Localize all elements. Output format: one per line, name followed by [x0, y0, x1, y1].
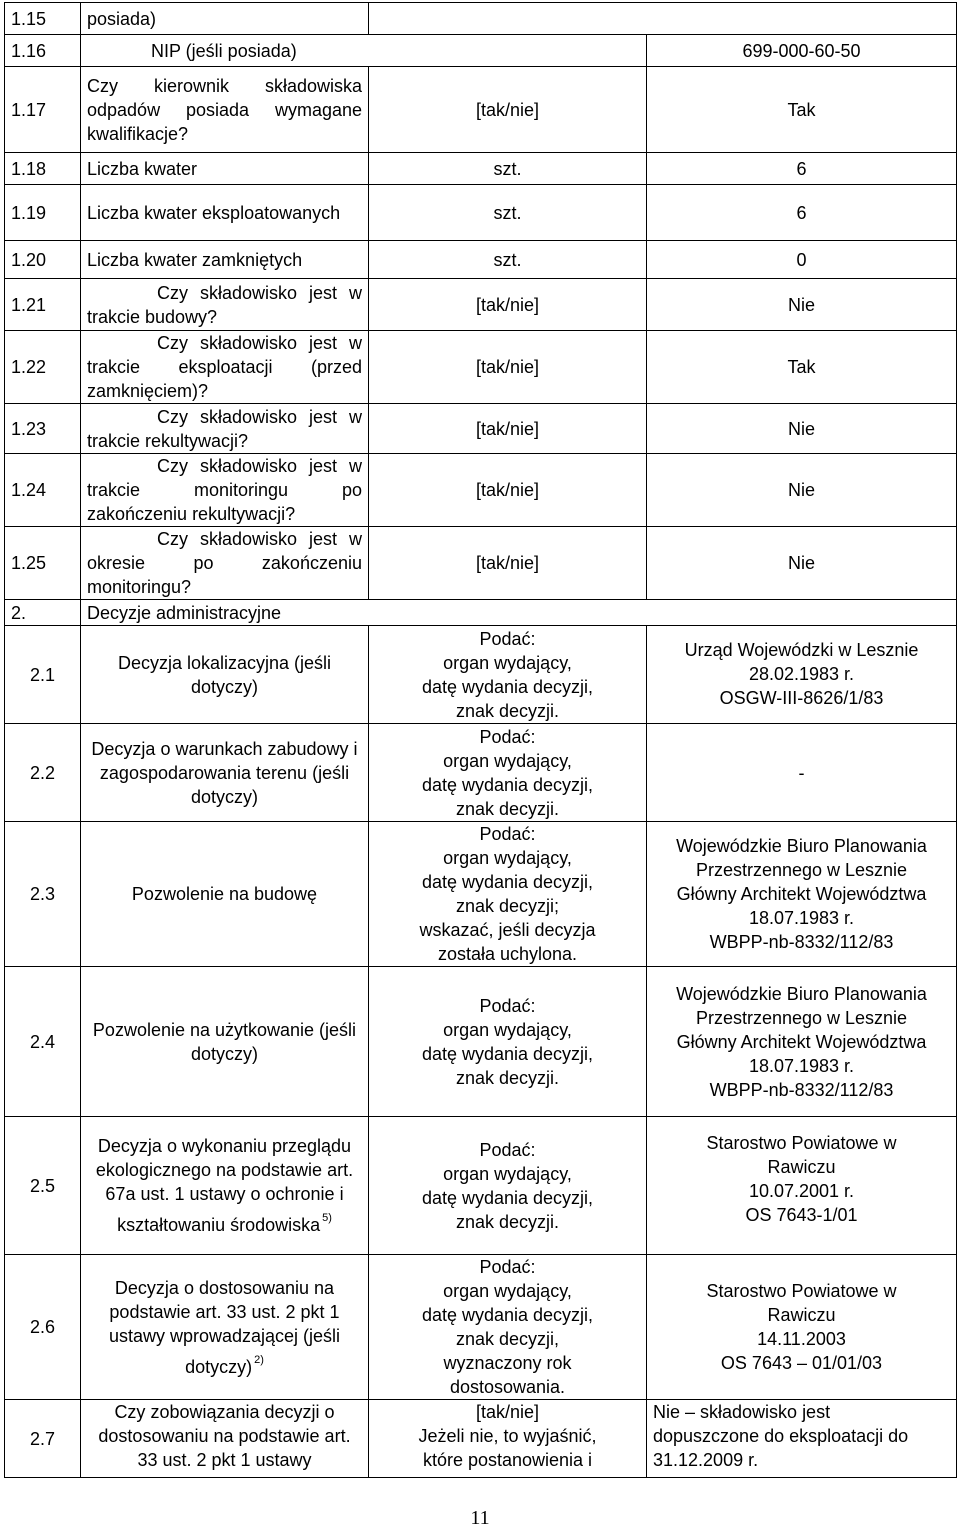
table-row	[5, 67, 957, 153]
instruction-line: organ wydający,	[443, 652, 572, 673]
table-row	[5, 626, 957, 724]
table-row	[5, 3, 957, 35]
section-header-row	[5, 600, 957, 626]
row-unit: [tak/nie]	[369, 404, 647, 454]
answer-line: -	[798, 762, 805, 783]
answer-line: Przestrzennego w Lesznie	[695, 860, 908, 880]
instruction-line: datę wydania decyzji,	[421, 1305, 594, 1325]
row-number: 1.24	[5, 454, 81, 527]
instruction-line: dostosowania.	[449, 1377, 566, 1397]
answer-line: Rawiczu	[767, 1305, 836, 1325]
row-instruction	[369, 1255, 647, 1400]
section-title: Decyzje administracyjne	[81, 600, 957, 626]
instruction-line: datę wydania decyzji,	[421, 774, 594, 795]
answer-line: OS 7643-1/01	[745, 1205, 858, 1225]
row-instruction	[369, 626, 647, 724]
instruction-line: znak decyzji;	[455, 896, 560, 916]
row-question: NIP (jeśli posiada)	[81, 35, 647, 67]
table-row	[5, 724, 957, 822]
answer-line: 14.11.2003	[757, 1329, 846, 1349]
row-number: 1.20	[5, 241, 81, 279]
row-unit: szt.	[369, 185, 647, 241]
row-unit: [tak/nie]	[369, 279, 647, 331]
row-number: 2.5	[5, 1117, 81, 1255]
row-number: 1.19	[5, 185, 81, 241]
answer-line: Wojewódzkie Biuro Planowania	[676, 983, 927, 1004]
row-answer	[647, 1117, 957, 1255]
table-row	[5, 331, 957, 404]
row-question: Czy składowisko jest w trakcie budowy?	[81, 279, 369, 331]
row-answer: Nie	[647, 454, 957, 527]
answer-line: Starostwo Powiatowe w	[706, 1281, 897, 1301]
answer-line: Rawiczu	[767, 1157, 836, 1177]
row-number: 1.17	[5, 67, 81, 153]
answer-line: Starostwo Powiatowe w	[706, 1133, 897, 1153]
document-table	[4, 2, 957, 1478]
row-decision: Czy zobowiązania decyzji o dostosowaniu na podstawie art. 33 ust. 2 pkt 1 ustawy	[81, 1400, 369, 1478]
row-question: Liczba kwater	[81, 153, 369, 185]
answer-line: OSGW-III-8626/1/83	[719, 688, 884, 708]
row-number: 1.22	[5, 331, 81, 404]
table-row	[5, 241, 957, 279]
row-unit: [tak/nie]	[369, 67, 647, 153]
row-question: Czy składowisko jest w okresie po zakończeniu monitoringu?	[81, 527, 369, 600]
instruction-line: organ wydający,	[443, 1281, 572, 1301]
table-row	[5, 1400, 957, 1478]
row-decision: Decyzja o warunkach zabudowy i zagospodarowania terenu (jeśli dotyczy)	[81, 724, 369, 822]
footnote-marker: 2)	[254, 1353, 264, 1366]
instruction-line: które postanowienia i	[422, 1450, 593, 1470]
instruction-line: organ wydający,	[443, 1163, 572, 1184]
answer-line: WBPP-nb-8332/112/83	[709, 1079, 894, 1100]
row-answer	[647, 626, 957, 724]
table-row	[5, 822, 957, 967]
answer-line: Wojewódzkie Biuro Planowania	[676, 836, 927, 856]
instruction-line: wyznaczony rok	[443, 1353, 572, 1373]
decision-text: Decyzja o dostosowaniu na podstawie art. 33 ust. 2 pkt 1 ustawy wprowadzającej (jeśli dotyczy)	[108, 1277, 341, 1377]
table-row	[5, 1117, 957, 1255]
row-decision	[81, 1255, 369, 1400]
table-row	[5, 35, 957, 67]
instruction-line: Podać:	[479, 1257, 536, 1277]
row-answer: 0	[647, 241, 957, 279]
instruction-line: datę wydania decyzji,	[421, 872, 594, 892]
table-row	[5, 185, 957, 241]
instruction-line: Podać:	[479, 1139, 536, 1160]
row-question: Czy składowisko jest w trakcie monitoringu po zakończeniu rekultywacji?	[81, 454, 369, 527]
row-number: 2.7	[5, 1400, 81, 1478]
row-question: posiada)	[81, 3, 369, 35]
instruction-line: Podać:	[479, 726, 536, 747]
instruction-line: znak decyzji.	[455, 1067, 560, 1088]
instruction-line: datę wydania decyzji,	[421, 1187, 594, 1208]
row-question: Czy składowisko jest w trakcie eksploatacji (przed zamknięciem)?	[81, 331, 369, 404]
row-answer	[647, 1255, 957, 1400]
row-question: Liczba kwater eksploatowanych	[81, 185, 369, 241]
page-number: 11	[470, 1507, 490, 1529]
row-instruction	[369, 1400, 647, 1478]
row-answer	[647, 822, 957, 967]
table-row	[5, 404, 957, 454]
row-number: 2.2	[5, 724, 81, 822]
row-instruction	[369, 724, 647, 822]
answer-line: Urząd Wojewódzki w Lesznie	[684, 640, 919, 660]
instruction-line: znak decyzji.	[455, 798, 560, 819]
row-unit: [tak/nie]	[369, 454, 647, 527]
row-answer: Nie	[647, 279, 957, 331]
row-unit: szt.	[369, 241, 647, 279]
instruction-line: datę wydania decyzji,	[421, 676, 594, 697]
instruction-line: znak decyzji.	[455, 700, 560, 721]
row-number: 1.15	[5, 3, 81, 35]
row-number: 1.21	[5, 279, 81, 331]
instruction-line: organ wydający,	[443, 1019, 572, 1040]
row-answer: Nie	[647, 527, 957, 600]
table-row	[5, 279, 957, 331]
answer-line: Główny Architekt Województwa	[676, 1031, 927, 1052]
row-number: 1.25	[5, 527, 81, 600]
row-answer: 6	[647, 185, 957, 241]
instruction-line: znak decyzji.	[455, 1211, 560, 1232]
answer-line: 28.02.1983 r.	[748, 664, 855, 684]
row-answer	[647, 724, 957, 822]
row-decision	[81, 1117, 369, 1255]
row-number: 1.18	[5, 153, 81, 185]
instruction-line: Podać:	[479, 628, 536, 649]
answer-line: 31.12.2009 r.	[653, 1450, 759, 1470]
instruction-line: wskazać, jeśli decyzja	[419, 920, 596, 940]
row-unit: szt.	[369, 153, 647, 185]
answer-line: dopuszczone do eksploatacji do	[653, 1426, 909, 1446]
instruction-line: organ wydający,	[443, 848, 572, 868]
row-decision: Pozwolenie na budowę	[81, 822, 369, 967]
row-number: 2.1	[5, 626, 81, 724]
answer-line: 10.07.2001 r.	[748, 1181, 855, 1201]
answer-line: WBPP-nb-8332/112/83	[709, 932, 894, 952]
table-row	[5, 527, 957, 600]
row-answer: Tak	[647, 67, 957, 153]
answer-line: OS 7643 – 01/01/03	[720, 1353, 883, 1373]
row-instruction	[369, 822, 647, 967]
row-instruction	[369, 1117, 647, 1255]
answer-line: 18.07.1983 r.	[748, 908, 855, 928]
instruction-line: [tak/nie]	[475, 1402, 540, 1422]
row-blank	[369, 3, 957, 35]
section-number: 2.	[5, 600, 81, 626]
row-number: 1.16	[5, 35, 81, 67]
row-answer: Nie	[647, 404, 957, 454]
instruction-line: organ wydający,	[443, 750, 572, 771]
row-number: 2.6	[5, 1255, 81, 1400]
row-question: Czy składowisko jest w trakcie rekultywacji?	[81, 404, 369, 454]
table-row	[5, 454, 957, 527]
table-row	[5, 153, 957, 185]
decision-text: Decyzja o wykonaniu przeglądu ekologicznego na podstawie art. 67a ust. 1 ustawy o ochronie i kształtowaniu środowiska	[95, 1136, 354, 1235]
answer-line: Przestrzennego w Lesznie	[695, 1007, 908, 1028]
instruction-line: została uchylona.	[437, 944, 578, 964]
footnote-marker: 5)	[322, 1212, 332, 1224]
row-answer: 699-000-60-50	[647, 35, 957, 67]
table-row	[5, 1255, 957, 1400]
table-row	[5, 967, 957, 1117]
row-number: 2.4	[5, 967, 81, 1117]
row-decision: Decyzja lokalizacyjna (jeśli dotyczy)	[81, 626, 369, 724]
row-unit: [tak/nie]	[369, 527, 647, 600]
row-number: 1.23	[5, 404, 81, 454]
answer-line: Nie – składowisko jest	[653, 1402, 831, 1422]
row-decision: Pozwolenie na użytkowanie (jeśli dotyczy)	[81, 967, 369, 1117]
instruction-line: datę wydania decyzji,	[421, 1043, 594, 1064]
row-answer: Tak	[647, 331, 957, 404]
row-number: 2.3	[5, 822, 81, 967]
instruction-line: Podać:	[479, 995, 536, 1016]
instruction-line: Jeżeli nie, to wyjaśnić,	[418, 1426, 597, 1446]
row-instruction	[369, 967, 647, 1117]
row-unit: [tak/nie]	[369, 331, 647, 404]
row-question: Liczba kwater zamkniętych	[81, 241, 369, 279]
row-answer	[647, 1400, 957, 1478]
row-answer	[647, 967, 957, 1117]
instruction-line: znak decyzji,	[455, 1329, 560, 1349]
answer-line: 18.07.1983 r.	[748, 1055, 855, 1076]
row-question: Czy kierownik składowiska odpadów posiada wymagane kwalifikacje?	[81, 67, 369, 153]
answer-line: Główny Architekt Województwa	[676, 884, 927, 904]
row-answer: 6	[647, 153, 957, 185]
instruction-line: Podać:	[479, 824, 536, 844]
